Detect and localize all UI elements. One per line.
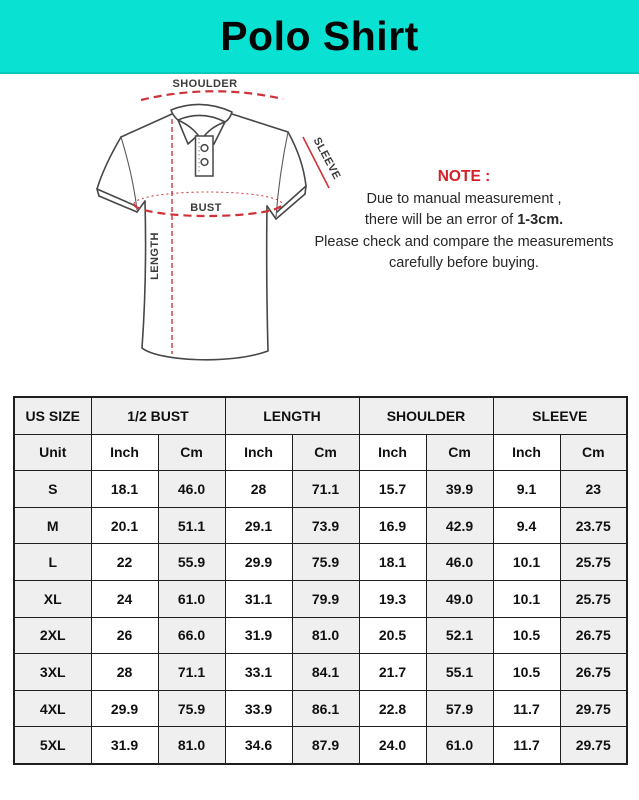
measurement-cell: 57.9 <box>426 690 493 727</box>
size-cell: 3XL <box>14 654 91 691</box>
unit-header-cell: Inch <box>225 434 292 471</box>
measurement-cell: 87.9 <box>292 727 359 764</box>
measurement-cell: 23.75 <box>560 507 627 544</box>
measurement-cell: 84.1 <box>292 654 359 691</box>
measurement-cell: 55.1 <box>426 654 493 691</box>
measurement-cell: 29.9 <box>91 690 158 727</box>
measurement-cell: 10.1 <box>493 580 560 617</box>
group-header-cell: LENGTH <box>225 397 359 434</box>
measurement-cell: 29.1 <box>225 507 292 544</box>
measurement-cell: 73.9 <box>292 507 359 544</box>
measurement-cell: 75.9 <box>292 544 359 581</box>
bust-label: BUST <box>190 202 222 214</box>
unit-header-cell: Unit <box>14 434 91 471</box>
measurement-cell: 61.0 <box>158 580 225 617</box>
table-row <box>14 580 627 617</box>
size-cell: L <box>14 544 91 581</box>
measurement-cell: 10.5 <box>493 617 560 654</box>
measurement-cell: 31.1 <box>225 580 292 617</box>
measurement-cell: 55.9 <box>158 544 225 581</box>
measurement-cell: 9.4 <box>493 507 560 544</box>
unit-header-cell: Cm <box>158 434 225 471</box>
measurement-cell: 11.7 <box>493 690 560 727</box>
measurement-cell: 33.9 <box>225 690 292 727</box>
measurement-cell: 19.3 <box>359 580 426 617</box>
measurement-cell: 15.7 <box>359 471 426 508</box>
title-banner <box>0 0 639 74</box>
table-row <box>14 690 627 727</box>
note-line-2: there will be an error of 1-3cm. <box>364 212 564 228</box>
measurement-cell: 71.1 <box>158 654 225 691</box>
note-error-range: 1-3cm. <box>517 212 564 228</box>
note-block <box>298 166 630 275</box>
size-cell: 4XL <box>14 690 91 727</box>
note-line-3: Please check and compare the measurements <box>314 233 614 250</box>
note-line-1: Due to manual measurement , <box>366 190 562 207</box>
measurement-diagram <box>0 74 639 396</box>
unit-header-cell: Inch <box>91 434 158 471</box>
measurement-cell: 9.1 <box>493 471 560 508</box>
size-chart-table <box>13 396 628 765</box>
measurement-cell: 66.0 <box>158 617 225 654</box>
page-title: Polo Shirt <box>220 12 419 59</box>
measurement-cell: 86.1 <box>292 690 359 727</box>
table-row <box>14 471 627 508</box>
group-header-cell: SLEEVE <box>493 397 627 434</box>
measurement-cell: 26 <box>91 617 158 654</box>
measurement-cell: 28 <box>91 654 158 691</box>
measurement-cell: 81.0 <box>158 727 225 764</box>
table-row <box>14 507 627 544</box>
group-header-cell: US SIZE <box>14 397 91 434</box>
measurement-cell: 22.8 <box>359 690 426 727</box>
measurement-cell: 22 <box>91 544 158 581</box>
group-header-cell: SHOULDER <box>359 397 493 434</box>
measurement-cell: 46.0 <box>158 471 225 508</box>
measurement-cell: 28 <box>225 471 292 508</box>
measurement-cell: 42.9 <box>426 507 493 544</box>
unit-header-cell: Cm <box>560 434 627 471</box>
measurement-cell: 18.1 <box>359 544 426 581</box>
measurement-cell: 29.9 <box>225 544 292 581</box>
table-unit-row <box>14 434 627 471</box>
measurement-cell: 24 <box>91 580 158 617</box>
length-label: LENGTH <box>149 232 161 280</box>
unit-header-cell: Inch <box>359 434 426 471</box>
measurement-cell: 33.1 <box>225 654 292 691</box>
measurement-cell: 81.0 <box>292 617 359 654</box>
measurement-cell: 39.9 <box>426 471 493 508</box>
measurement-cell: 20.1 <box>91 507 158 544</box>
measurement-cell: 23 <box>560 471 627 508</box>
unit-header-cell: Cm <box>426 434 493 471</box>
measurement-cell: 75.9 <box>158 690 225 727</box>
measurement-cell: 34.6 <box>225 727 292 764</box>
unit-header-cell: Cm <box>292 434 359 471</box>
measurement-cell: 16.9 <box>359 507 426 544</box>
size-cell: M <box>14 507 91 544</box>
size-cell: XL <box>14 580 91 617</box>
measurement-cell: 26.75 <box>560 617 627 654</box>
measurement-cell: 21.7 <box>359 654 426 691</box>
measurement-cell: 18.1 <box>91 471 158 508</box>
measurement-cell: 31.9 <box>91 727 158 764</box>
measurement-cell: 31.9 <box>225 617 292 654</box>
measurement-cell: 26.75 <box>560 654 627 691</box>
measurement-cell: 25.75 <box>560 544 627 581</box>
unit-header-cell: Inch <box>493 434 560 471</box>
size-cell: 2XL <box>14 617 91 654</box>
note-heading: NOTE : <box>437 168 491 185</box>
group-header-cell: 1/2 BUST <box>91 397 225 434</box>
measurement-cell: 61.0 <box>426 727 493 764</box>
measurement-cell: 29.75 <box>560 727 627 764</box>
size-cell: 5XL <box>14 727 91 764</box>
measurement-cell: 49.0 <box>426 580 493 617</box>
table-group-header-row <box>14 397 627 434</box>
measurement-cell: 52.1 <box>426 617 493 654</box>
measurement-cell: 11.7 <box>493 727 560 764</box>
size-cell: S <box>14 471 91 508</box>
measurement-cell: 10.1 <box>493 544 560 581</box>
table-row <box>14 617 627 654</box>
sleeve-label: SLEEVE <box>310 135 343 182</box>
measurement-cell: 25.75 <box>560 580 627 617</box>
measurement-cell: 79.9 <box>292 580 359 617</box>
measurement-cell: 24.0 <box>359 727 426 764</box>
table-row <box>14 544 627 581</box>
measurement-cell: 51.1 <box>158 507 225 544</box>
measurement-cell: 46.0 <box>426 544 493 581</box>
table-row <box>14 654 627 691</box>
measurement-cell: 71.1 <box>292 471 359 508</box>
measurement-cell: 10.5 <box>493 654 560 691</box>
measurement-cell: 20.5 <box>359 617 426 654</box>
shoulder-label: SHOULDER <box>172 78 238 90</box>
table-row <box>14 727 627 764</box>
measurement-cell: 29.75 <box>560 690 627 727</box>
note-line-4: carefully before buying. <box>389 255 539 271</box>
